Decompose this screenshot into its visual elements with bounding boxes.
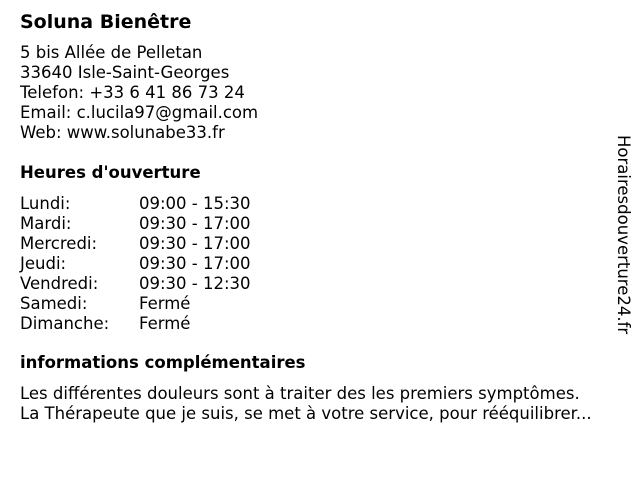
day-label: Mardi:: [20, 214, 72, 233]
day-label: Dimanche:: [20, 314, 110, 333]
day-hours: Fermé: [139, 294, 191, 313]
day-label: Samedi:: [20, 294, 88, 313]
day-hours: 09:30 - 17:00: [139, 234, 251, 253]
email-line: Email: c.lucila97@gmail.com: [20, 103, 259, 122]
business-name: Soluna Bienêtre: [20, 11, 192, 33]
day-hours: Fermé: [139, 314, 191, 333]
info-line: Les différentes douleurs sont à traiter des les premiers symptômes.: [20, 384, 580, 403]
day-label: Mercredi:: [20, 234, 98, 253]
info-text: [20, 384, 592, 424]
web-line: Web: www.solunabe33.fr: [20, 123, 225, 142]
phone-line: Telefon: +33 6 41 86 73 24: [20, 83, 245, 102]
info-heading: informations complémentaires: [20, 353, 306, 372]
day-label: Vendredi:: [20, 274, 99, 293]
site-watermark: Horairesdouverture24.fr: [614, 135, 633, 335]
day-label: Lundi:: [20, 194, 71, 213]
contact-block: [20, 43, 258, 143]
day-hours: 09:30 - 17:00: [139, 254, 251, 273]
address-city: 33640 Isle-Saint-Georges: [20, 63, 230, 82]
info-line: La Thérapeute que je suis, se met à votre service, pour rééquilibrer...: [20, 404, 592, 423]
day-hours: 09:30 - 12:30: [139, 274, 251, 293]
day-label: Jeudi:: [20, 254, 67, 273]
day-hours: 09:00 - 15:30: [139, 194, 251, 213]
day-hours: 09:30 - 17:00: [139, 214, 251, 233]
hours-heading: Heures d'ouverture: [20, 163, 201, 182]
address-street: 5 bis Allée de Pelletan: [20, 43, 203, 62]
